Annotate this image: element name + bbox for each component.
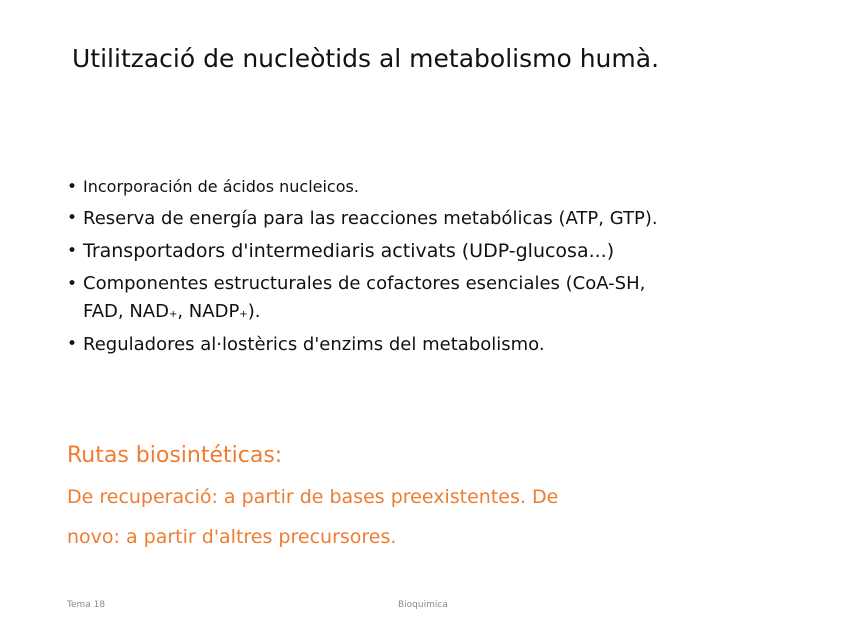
bullet-icon: •: [67, 274, 78, 295]
bullet-text-line2c: ).: [247, 301, 261, 323]
routes-line-2: novo: a partir d'altres precursores.: [67, 526, 397, 548]
list-item: [66, 270, 766, 326]
bullet-text: Transportadors d'intermediaris activats (UDP-glucosa...): [83, 239, 615, 262]
bullet-icon: •: [67, 177, 78, 197]
bullet-text-line2a: FAD, NAD: [83, 301, 169, 323]
footer-subject: Bioquimica: [398, 600, 448, 610]
superscript-plus: +: [239, 309, 248, 321]
bullet-icon: •: [67, 333, 78, 354]
bullet-text-line1: Componentes estructurales de cofactores esenciales (CoA-SH,: [83, 273, 646, 295]
bullet-icon: •: [67, 240, 78, 261]
bullet-icon: •: [67, 208, 78, 229]
list-item: [66, 238, 766, 265]
routes-heading: Rutas biosintéticas:: [67, 443, 283, 468]
list-item: [66, 206, 766, 231]
bullet-text: Reguladores al·lostèrics d'enzims del metabolismo.: [83, 333, 545, 355]
slide-title: Utilització de nucleòtids al metabolismo humà.: [72, 44, 660, 73]
footer-topic: Tema 18: [67, 600, 106, 610]
list-item: [66, 176, 766, 198]
bullet-list: [66, 176, 766, 357]
bullet-text-line2b: , NADP: [177, 301, 240, 323]
superscript-plus: +: [168, 309, 178, 321]
bullet-text: Reserva de energía para las reacciones metabólicas (ATP, GTP).: [83, 208, 658, 230]
routes-line-1: De recuperació: a partir de bases preexistentes. De: [67, 486, 559, 508]
list-item: [66, 332, 766, 357]
bullet-text: Incorporación de ácidos nucleicos.: [83, 177, 359, 196]
